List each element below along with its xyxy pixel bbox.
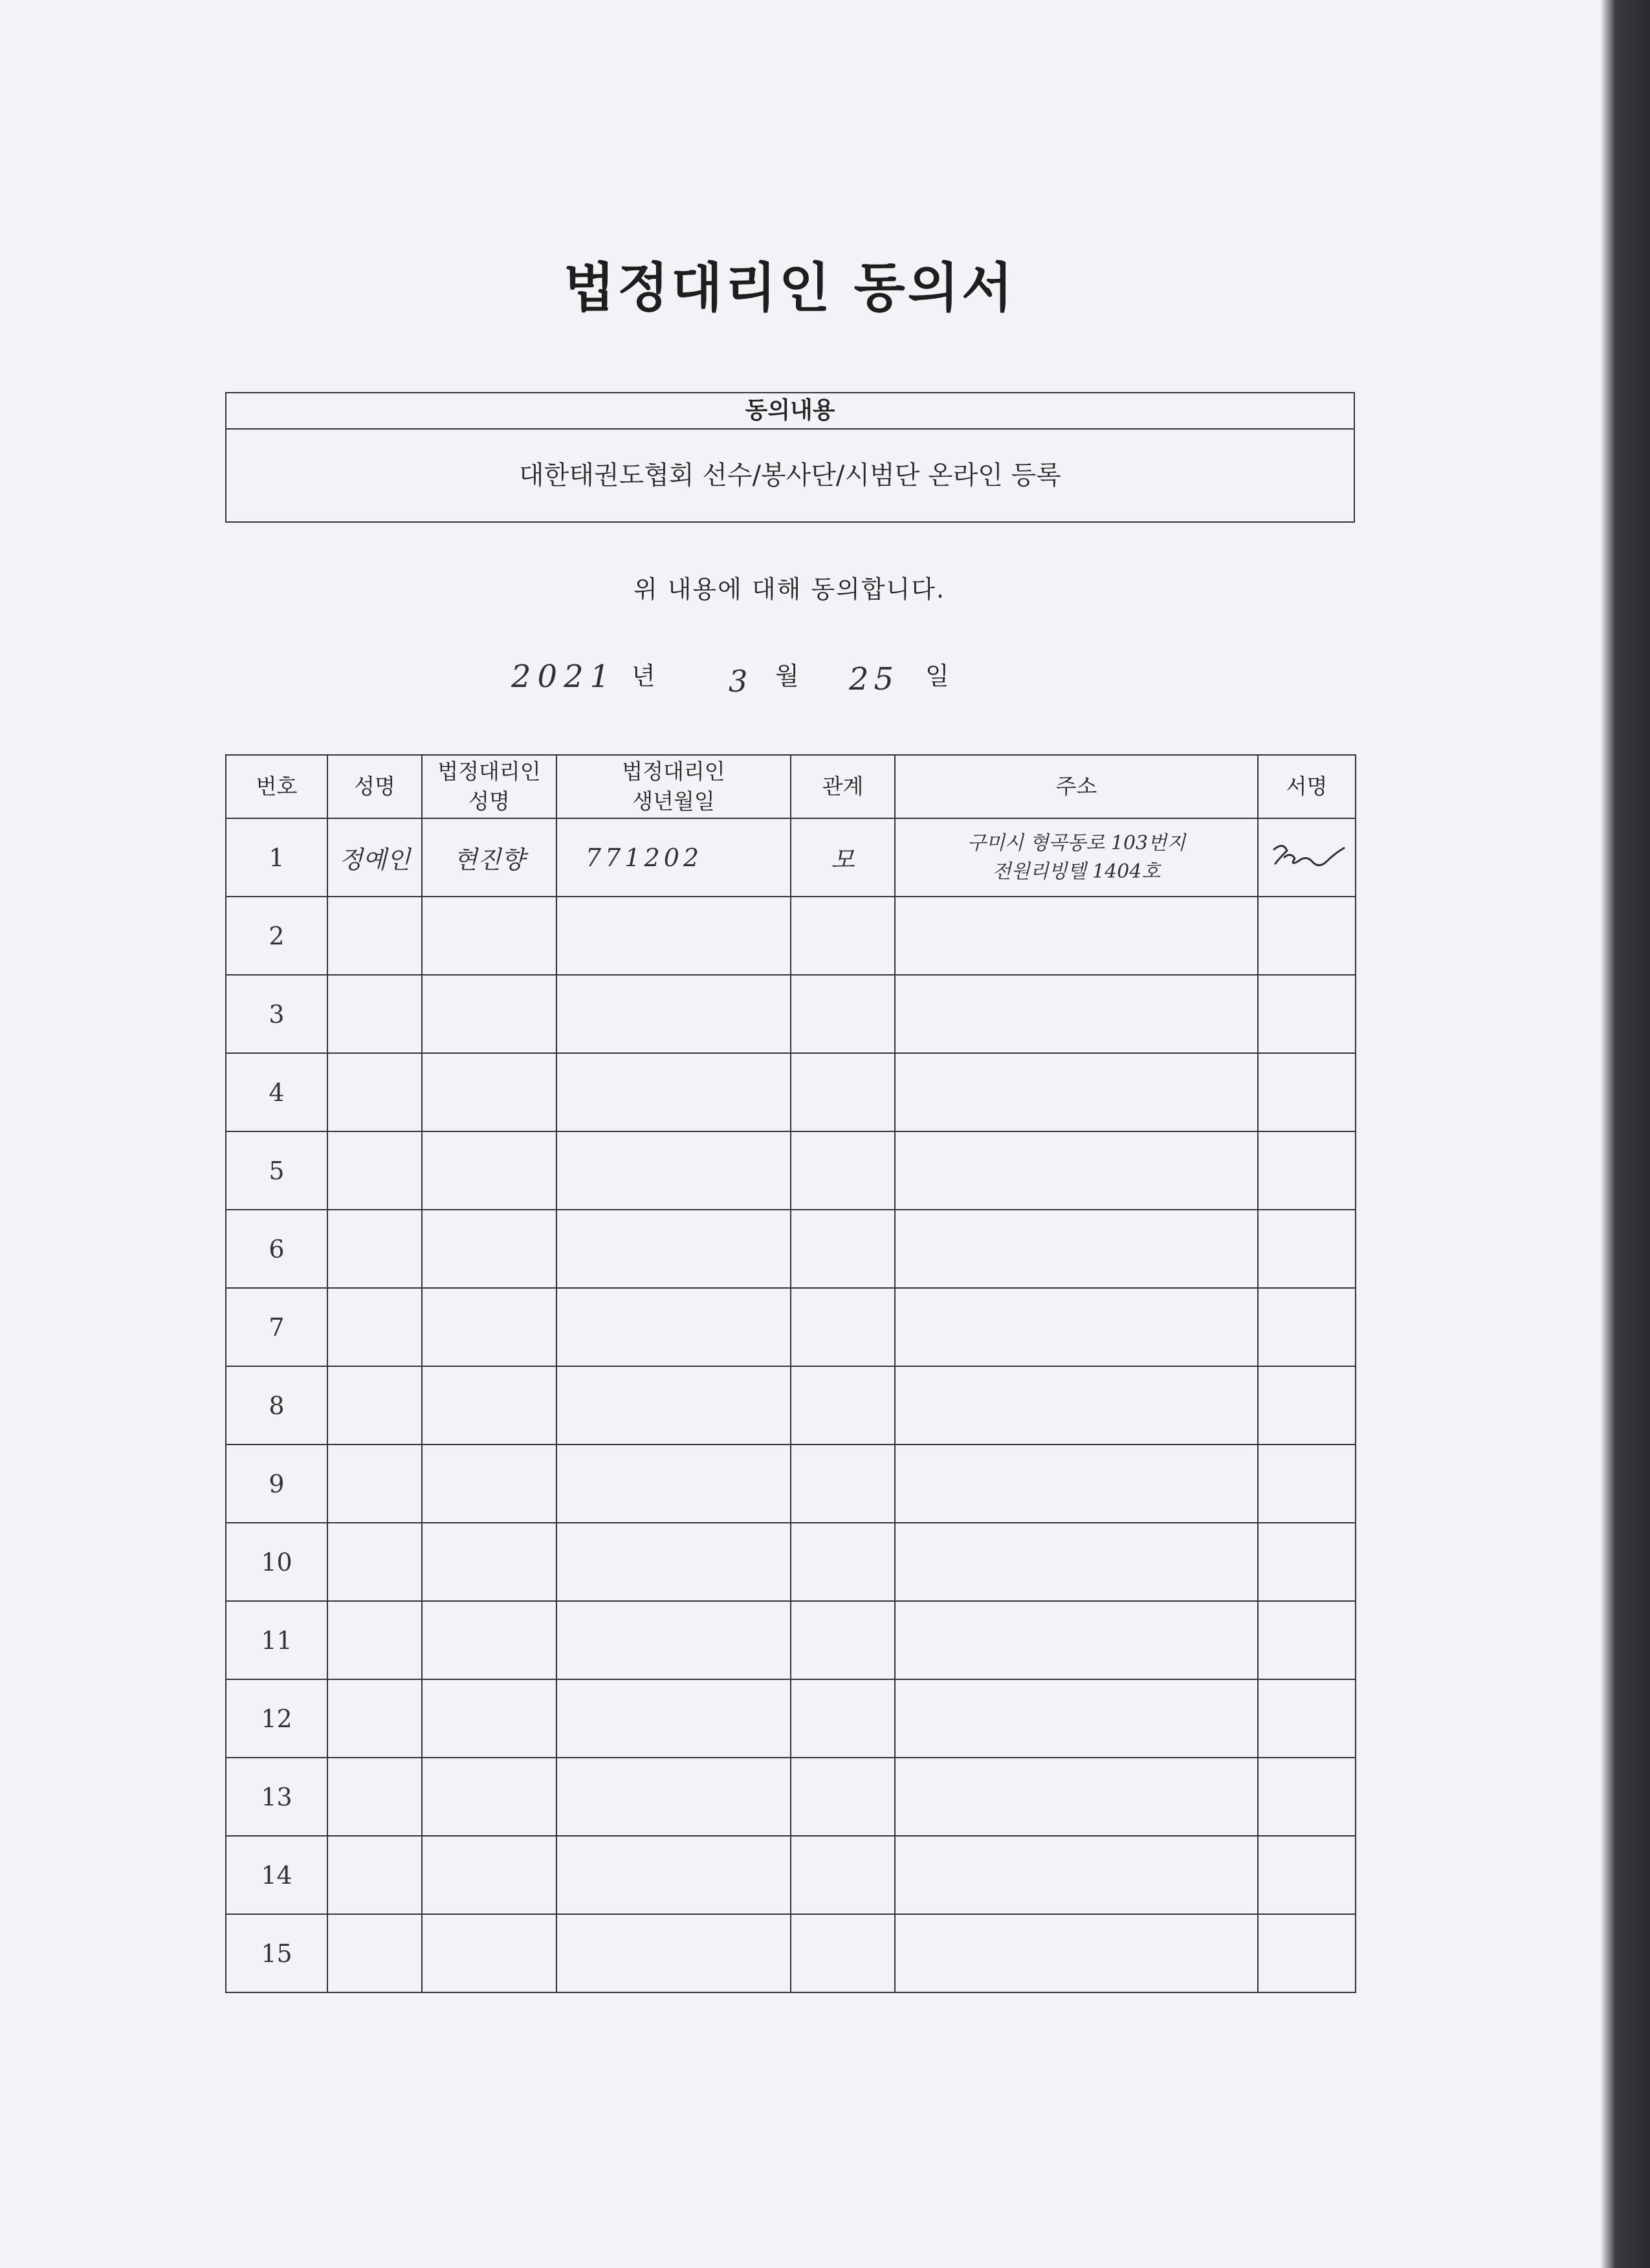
- row-signature: [1258, 1836, 1356, 1914]
- row-address: [895, 1758, 1258, 1836]
- row-signature: [1258, 975, 1356, 1053]
- date-year-label: 년: [632, 662, 655, 690]
- header-guardian-birth-line1: 법정대리인: [622, 759, 725, 784]
- row-guardian-name: [422, 1758, 556, 1836]
- row-relation: [791, 1679, 895, 1758]
- table-row: [226, 1679, 1356, 1758]
- row-address: [895, 975, 1258, 1053]
- row-signature: [1258, 1366, 1356, 1445]
- row-signature: [1258, 1679, 1356, 1758]
- table-row: [226, 1210, 1356, 1288]
- row-name: [327, 1601, 422, 1679]
- row-address-line1: 구미시 형곡동로 103번지: [967, 831, 1186, 855]
- row-address: [895, 1836, 1258, 1914]
- row-guardian-birth: [556, 1366, 791, 1445]
- row-address: [895, 1053, 1258, 1131]
- row-name: [327, 1679, 422, 1758]
- header-relation: 관계: [791, 755, 895, 818]
- table-row: [226, 1758, 1356, 1836]
- table-row: [226, 1836, 1356, 1914]
- row-guardian-birth: [556, 1445, 791, 1523]
- row-address: [895, 818, 1258, 897]
- header-guardian-birth-line2: 생년월일: [632, 789, 715, 814]
- consent-box: [225, 392, 1355, 523]
- row-guardian-name: [422, 1210, 556, 1288]
- handwritten-signature: [1265, 835, 1349, 874]
- row-signature: [1258, 897, 1356, 975]
- row-signature: [1258, 1601, 1356, 1679]
- date-month-label: 월: [775, 662, 799, 690]
- table-row: [226, 897, 1356, 975]
- guardian-table: [225, 754, 1356, 1993]
- row-relation: [791, 1131, 895, 1210]
- row-guardian-birth: [556, 1131, 791, 1210]
- row-guardian-name: [422, 1445, 556, 1523]
- date-day-label: 일: [925, 662, 949, 690]
- row-guardian-birth: [556, 1523, 791, 1601]
- table-row: [226, 1523, 1356, 1601]
- date-year-value: 2021: [511, 659, 617, 695]
- row-relation: [791, 1601, 895, 1679]
- row-no: 13: [226, 1758, 327, 1836]
- table-row: [226, 1914, 1356, 1992]
- date-day-value: 25: [849, 661, 899, 697]
- header-name: 성명: [327, 755, 422, 818]
- row-signature: [1258, 1210, 1356, 1288]
- row-signature: [1258, 1758, 1356, 1836]
- row-signature: [1258, 818, 1356, 897]
- date-row: [0, 653, 1579, 699]
- scan-edge: [1601, 0, 1650, 2268]
- row-relation: [791, 1210, 895, 1288]
- row-relation: [791, 1836, 895, 1914]
- table-header-row: [226, 755, 1356, 818]
- table-row: [226, 975, 1356, 1053]
- row-relation: [791, 975, 895, 1053]
- header-guardian-name-line2: 성명: [468, 789, 510, 814]
- row-no: 8: [226, 1366, 327, 1445]
- header-signature: 서명: [1258, 755, 1356, 818]
- row-guardian-name: [422, 1679, 556, 1758]
- consent-content: 대한태권도협회 선수/봉사단/시범단 온라인 등록: [519, 461, 1061, 490]
- row-guardian-birth: [556, 1288, 791, 1366]
- row-name: [327, 1053, 422, 1131]
- row-signature: [1258, 1053, 1356, 1131]
- row-relation: [791, 1914, 895, 1992]
- row-no: 3: [226, 975, 327, 1053]
- row-no: 12: [226, 1679, 327, 1758]
- consent-header: 동의내용: [226, 393, 1354, 430]
- table-row: [226, 1601, 1356, 1679]
- row-guardian-name: [422, 1523, 556, 1601]
- row-guardian-birth: [556, 1053, 791, 1131]
- header-no: 번호: [226, 755, 327, 818]
- row-no: 1: [226, 818, 327, 897]
- row-signature: [1258, 1131, 1356, 1210]
- row-address: [895, 1679, 1258, 1758]
- row-no: 14: [226, 1836, 327, 1914]
- row-relation: [791, 1053, 895, 1131]
- header-address: 주소: [895, 755, 1258, 818]
- row-relation: [791, 1288, 895, 1366]
- row-guardian-birth: 771202: [556, 818, 791, 897]
- row-name: [327, 1131, 422, 1210]
- row-address: [895, 1601, 1258, 1679]
- table-row: [226, 1288, 1356, 1366]
- row-no: 7: [226, 1288, 327, 1366]
- row-guardian-name: [422, 1053, 556, 1131]
- row-address: [895, 1914, 1258, 1992]
- row-name: [327, 1836, 422, 1914]
- row-guardian-name: [422, 897, 556, 975]
- row-name: [327, 897, 422, 975]
- row-guardian-birth: [556, 1758, 791, 1836]
- row-guardian-name: [422, 1288, 556, 1366]
- row-name: [327, 1914, 422, 1992]
- row-address: [895, 1523, 1258, 1601]
- row-guardian-name: [422, 975, 556, 1053]
- table-row: [226, 1131, 1356, 1210]
- row-address: [895, 1366, 1258, 1445]
- row-name: [327, 1210, 422, 1288]
- table-row: [226, 1445, 1356, 1523]
- agreement-statement: 위 내용에 대해 동의합니다.: [633, 575, 946, 604]
- row-no: 6: [226, 1210, 327, 1288]
- row-address: [895, 1131, 1258, 1210]
- row-guardian-name: [422, 1131, 556, 1210]
- row-guardian-birth: [556, 1679, 791, 1758]
- row-name: [327, 1288, 422, 1366]
- row-guardian-birth: [556, 1836, 791, 1914]
- table-row: [226, 818, 1356, 897]
- row-name: [327, 1366, 422, 1445]
- row-guardian-name: [422, 1601, 556, 1679]
- row-relation: [791, 1523, 895, 1601]
- row-address: [895, 1210, 1258, 1288]
- table-row: [226, 1366, 1356, 1445]
- date-month-value: 3: [729, 664, 748, 699]
- row-relation: [791, 1366, 895, 1445]
- header-guardian-name-line1: 법정대리인: [437, 759, 541, 784]
- row-relation: [791, 897, 895, 975]
- row-guardian-birth: [556, 975, 791, 1053]
- document-title: 법정대리인 동의서: [563, 257, 1016, 319]
- row-no: 10: [226, 1523, 327, 1601]
- row-guardian-name: [422, 1836, 556, 1914]
- row-no: 11: [226, 1601, 327, 1679]
- row-relation: [791, 1758, 895, 1836]
- row-signature: [1258, 1288, 1356, 1366]
- row-no: 5: [226, 1131, 327, 1210]
- row-no: 4: [226, 1053, 327, 1131]
- header-guardian-name: [422, 755, 556, 818]
- table-row: [226, 1053, 1356, 1131]
- row-guardian-birth: [556, 1601, 791, 1679]
- row-name: [327, 975, 422, 1053]
- row-guardian-name: 현진향: [422, 818, 556, 897]
- row-relation: 모: [791, 818, 895, 897]
- row-guardian-name: [422, 1366, 556, 1445]
- row-guardian-birth: [556, 897, 791, 975]
- row-guardian-birth: [556, 1914, 791, 1992]
- row-address-line2: 전원리빙텔 1404호: [992, 860, 1161, 883]
- row-name: [327, 1758, 422, 1836]
- row-address: [895, 1445, 1258, 1523]
- row-signature: [1258, 1523, 1356, 1601]
- row-guardian-birth: [556, 1210, 791, 1288]
- row-address: [895, 1288, 1258, 1366]
- row-name: [327, 1523, 422, 1601]
- row-address: [895, 897, 1258, 975]
- row-relation: [791, 1445, 895, 1523]
- row-signature: [1258, 1445, 1356, 1523]
- row-name: [327, 1445, 422, 1523]
- row-guardian-name: [422, 1914, 556, 1992]
- row-signature: [1258, 1914, 1356, 1992]
- row-name: 정예인: [327, 818, 422, 897]
- row-no: 15: [226, 1914, 327, 1992]
- row-no: 2: [226, 897, 327, 975]
- row-no: 9: [226, 1445, 327, 1523]
- header-guardian-birth: [556, 755, 791, 818]
